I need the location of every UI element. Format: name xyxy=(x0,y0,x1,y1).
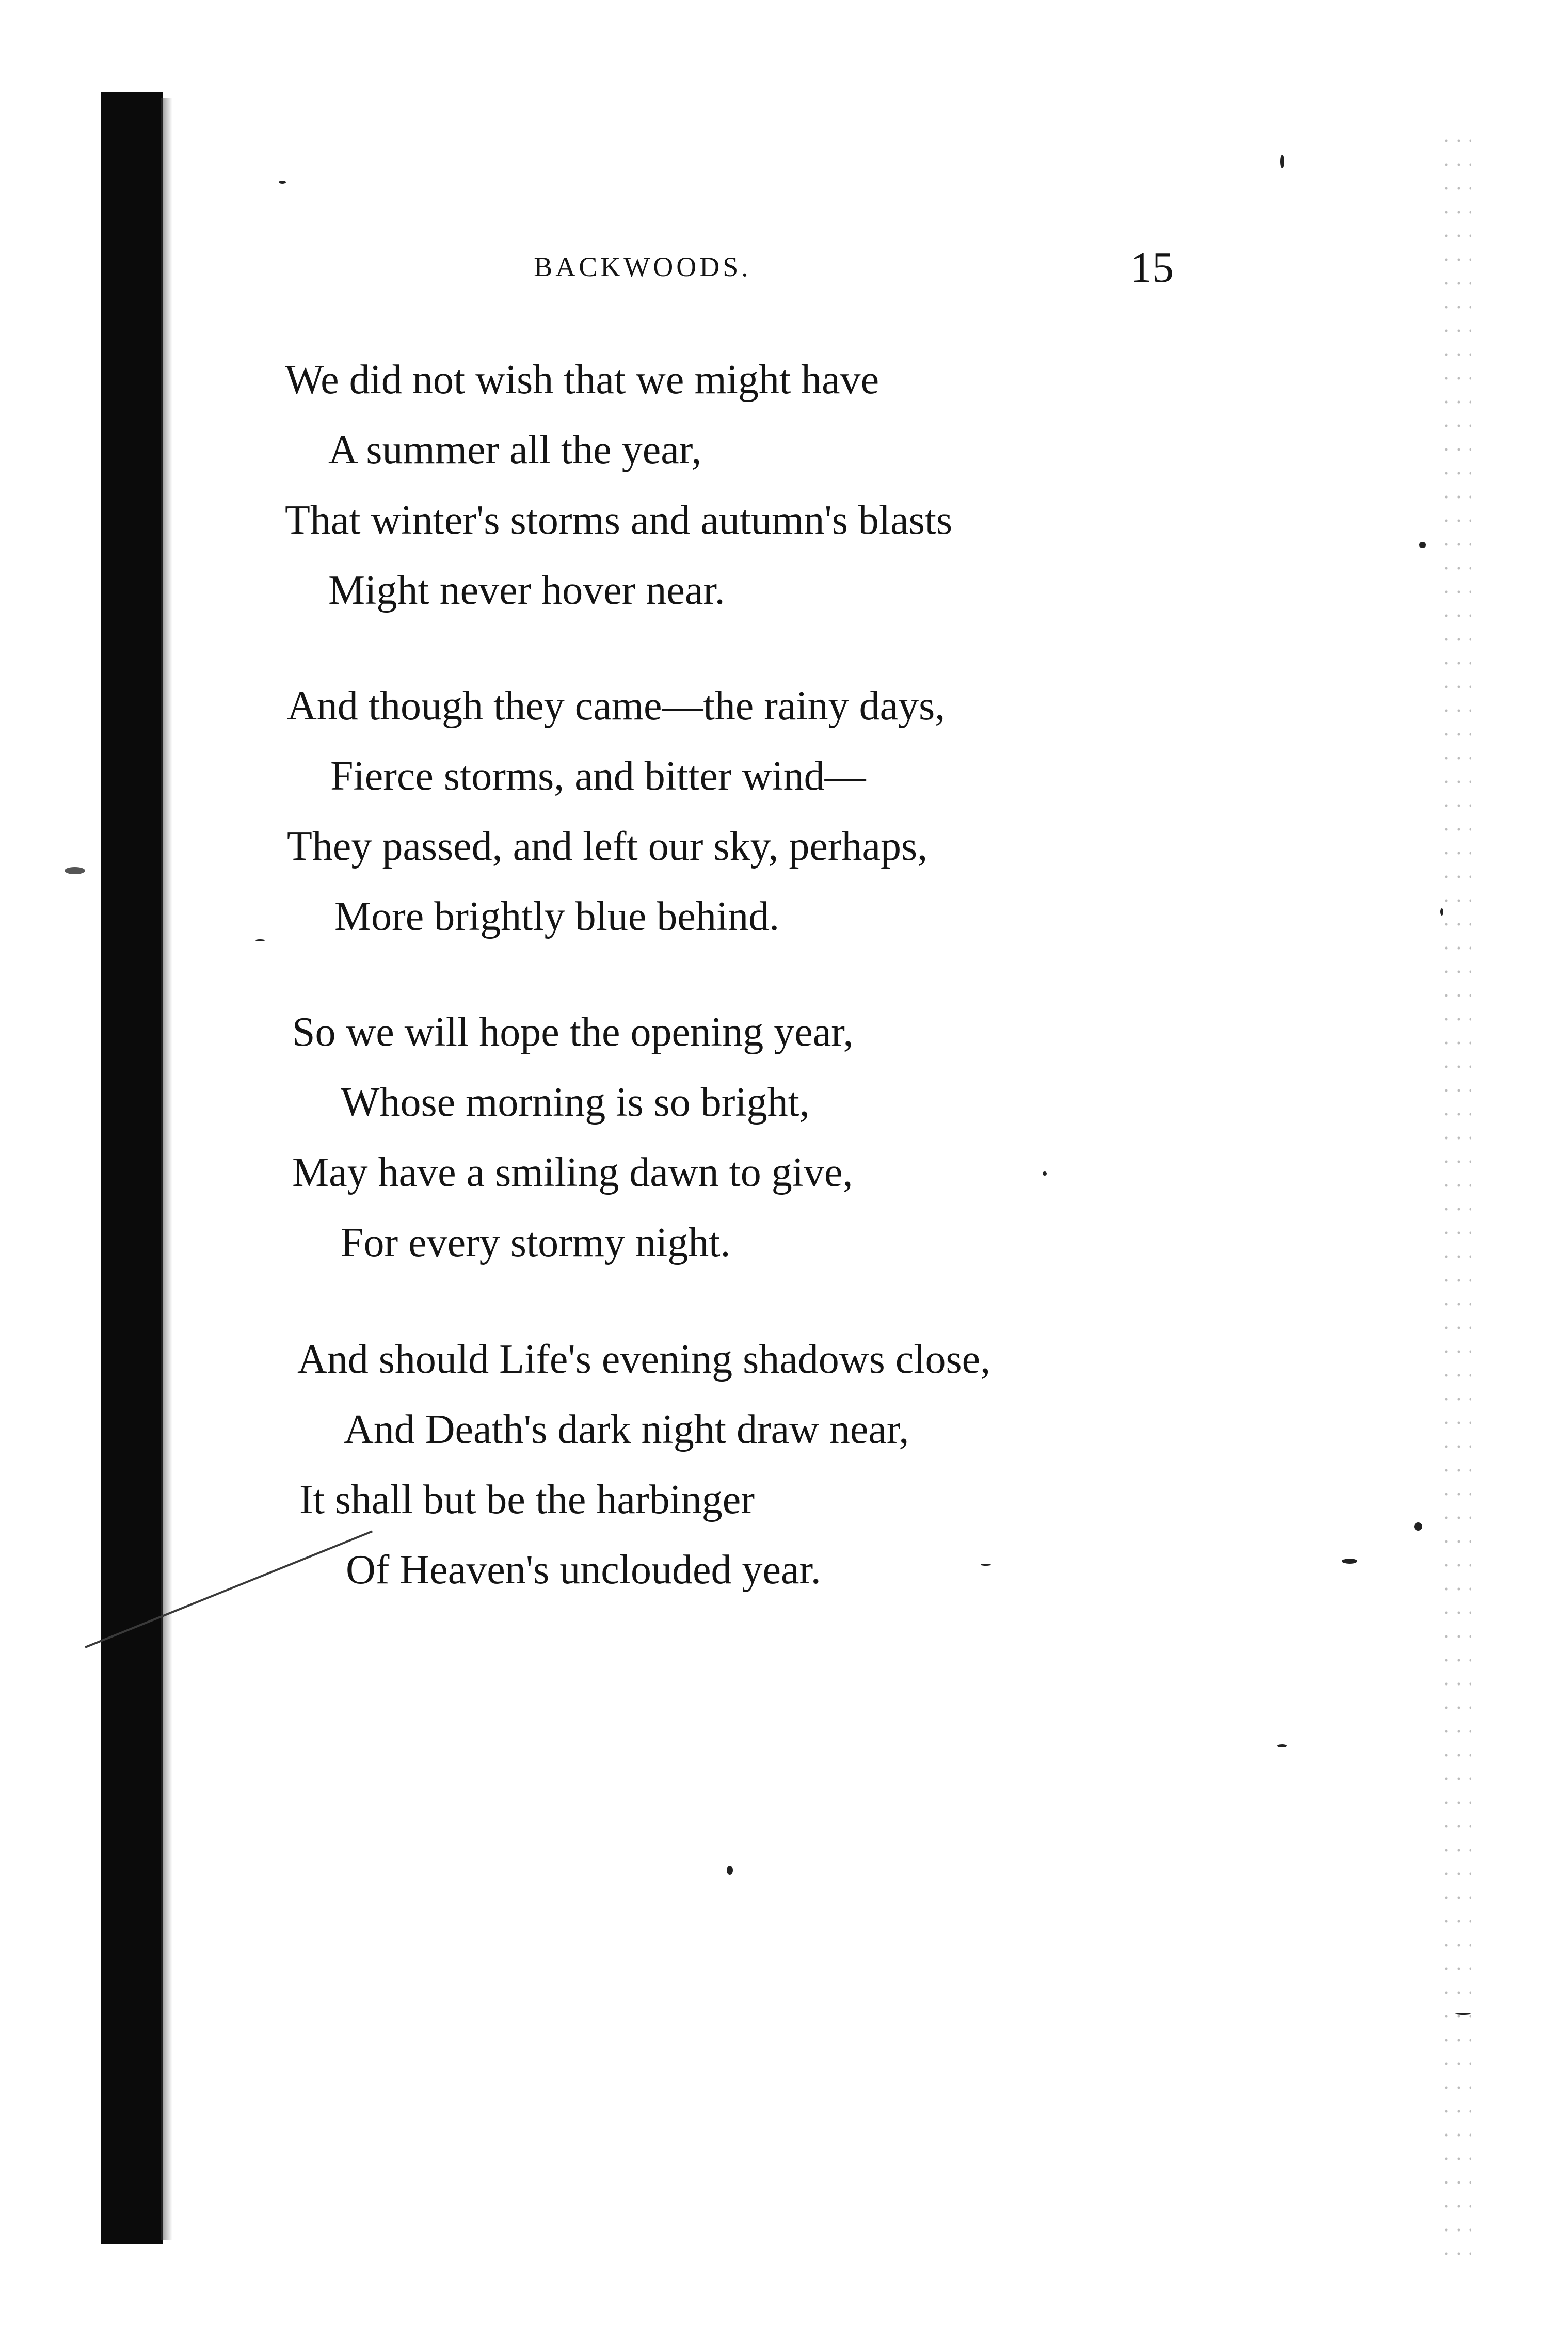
verse-line: May have a smiling dawn to give, xyxy=(292,1150,853,1195)
page-number: 15 xyxy=(1130,244,1174,292)
verse-line: That winter's storms and autumn's blasts xyxy=(285,498,953,543)
verse-line: So we will hope the opening year, xyxy=(292,1009,854,1055)
verse-line: And should Life's evening shadows close, xyxy=(297,1337,991,1382)
verse-line: It shall but be the harbinger xyxy=(299,1477,755,1522)
running-head: BACKWOODS. xyxy=(534,251,751,282)
page-edge-specks xyxy=(1440,129,1471,2271)
binding-edge xyxy=(101,92,163,2244)
verse-line: Of Heaven's unclouded year. xyxy=(346,1547,821,1593)
verse-line: Fierce storms, and bitter wind— xyxy=(330,753,866,799)
verse-line: They passed, and left our sky, perhaps, xyxy=(287,824,928,869)
verse-line: Whose morning is so bright, xyxy=(341,1080,810,1125)
verse-line: We did not wish that we might have xyxy=(285,357,879,403)
verse-line: Might never hover near. xyxy=(328,568,725,613)
verse-line: A summer all the year, xyxy=(328,427,702,473)
verse-line: And Death's dark night draw near, xyxy=(344,1407,909,1452)
binding-edge-cap xyxy=(101,92,157,101)
binding-shadow xyxy=(161,98,172,2240)
verse-line: And though they came—the rainy days, xyxy=(287,683,946,729)
verse-line: More brightly blue behind. xyxy=(334,894,780,939)
verse-line: For every stormy night. xyxy=(341,1220,731,1265)
